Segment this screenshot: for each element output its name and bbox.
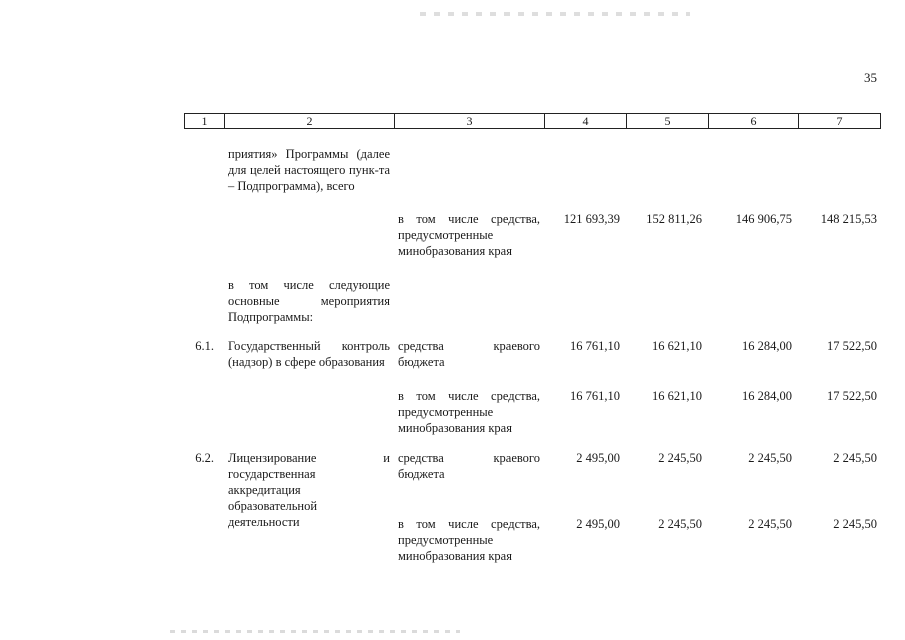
row-0-name: приятия» Программы (далее для целей настоящего пунк-та – Подпрограмма), всего	[228, 147, 390, 193]
row-3-number: 6.1.	[195, 339, 214, 353]
header-col-5: 5	[627, 114, 709, 128]
header-col-3: 3	[395, 114, 545, 128]
row-5-number: 6.2.	[195, 451, 214, 465]
row-6-value-6: 2 245,50	[748, 517, 792, 531]
row-3-value-5: 16 621,10	[652, 339, 702, 353]
row-5-name: Лицензирование и государственная аккредитация образовательной деятельности	[228, 451, 390, 529]
row-1-value-4: 121 693,39	[563, 212, 620, 226]
row-5-value-6: 2 245,50	[748, 451, 792, 465]
scan-artifact-top	[420, 12, 690, 16]
row-3-value-4: 16 761,10	[570, 339, 620, 353]
row-2-name: в том числе следующие основные мероприятия Подпрограммы:	[228, 278, 390, 324]
header-col-6: 6	[709, 114, 799, 128]
row-4-value-7: 17 522,50	[827, 389, 877, 403]
row-5-source: средства краевого бюджета	[398, 451, 540, 481]
row-3-value-7: 17 522,50	[827, 339, 877, 353]
header-col-7: 7	[836, 114, 843, 128]
row-6-value-4: 2 495,00	[576, 517, 620, 531]
row-4-value-4: 16 761,10	[570, 389, 620, 403]
row-6-source: в том числе средства, предусмотренные минобразования края	[398, 517, 540, 563]
row-1-value-7: 148 215,53	[820, 212, 877, 226]
row-5-value-7: 2 245,50	[833, 451, 877, 465]
row-3-name: Государственный контроль (надзор) в сфере образования	[228, 339, 390, 369]
row-4-source: в том числе средства, предусмотренные минобразования края	[398, 389, 540, 435]
header-col-4: 4	[545, 114, 627, 128]
row-3-value-6: 16 284,00	[742, 339, 792, 353]
row-6-value-7: 2 245,50	[833, 517, 877, 531]
header-col-1: 1	[185, 114, 225, 128]
row-1-value-6: 146 906,75	[735, 212, 792, 226]
scan-artifact-bottom	[170, 630, 460, 633]
row-1-source: в том числе средства, предусмотренные минобразования края	[398, 212, 540, 258]
row-5-value-4: 2 495,00	[576, 451, 620, 465]
row-1-value-5: 152 811,26	[646, 212, 702, 226]
row-4-value-6: 16 284,00	[742, 389, 792, 403]
header-col-2: 2	[225, 114, 395, 128]
row-3-source: средства краевого бюджета	[398, 339, 540, 369]
row-5-value-5: 2 245,50	[658, 451, 702, 465]
table-header-row	[184, 113, 881, 129]
page-number: 35	[864, 70, 877, 85]
row-6-value-5: 2 245,50	[658, 517, 702, 531]
row-4-value-5: 16 621,10	[652, 389, 702, 403]
